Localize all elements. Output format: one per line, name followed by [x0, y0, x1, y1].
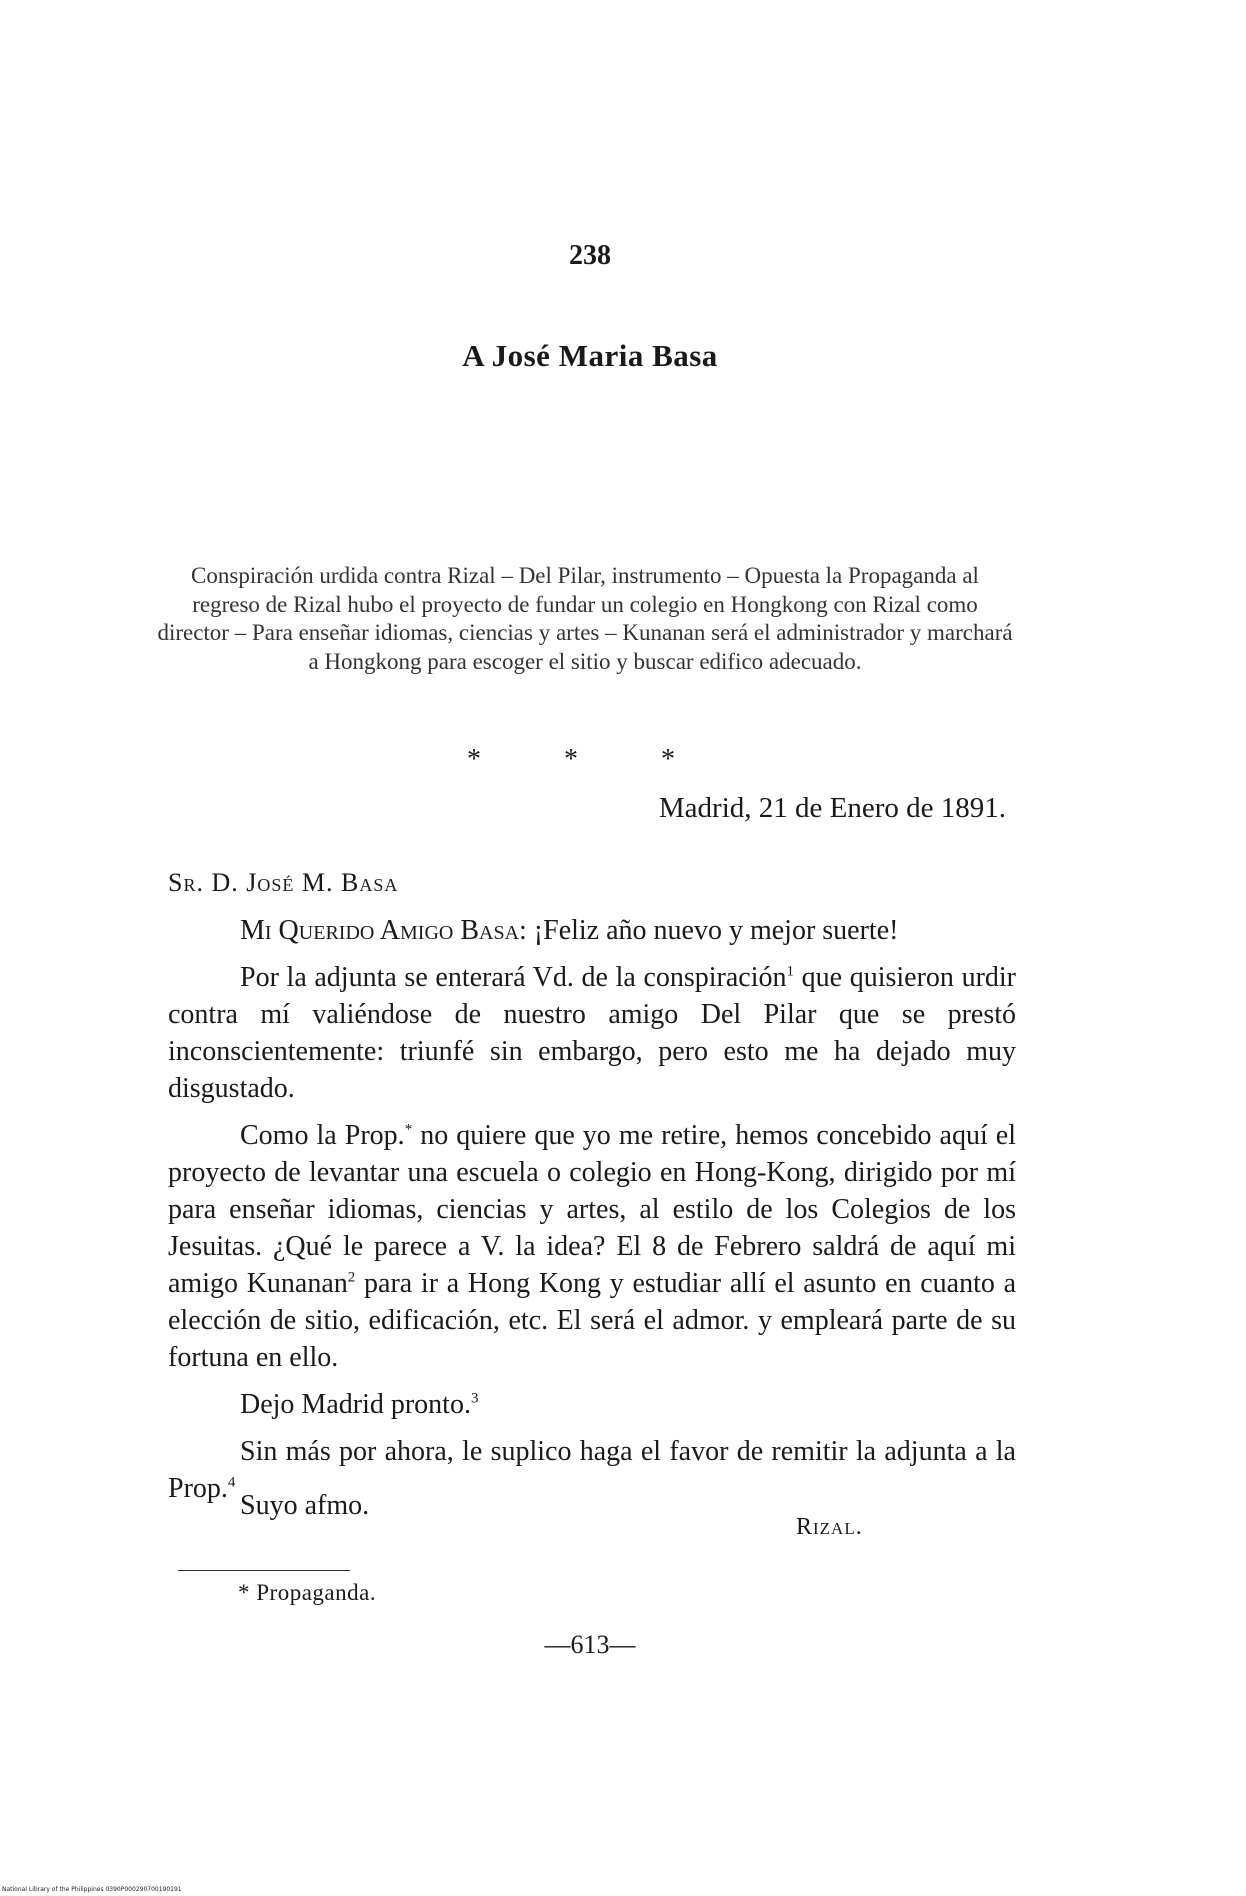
- paragraph: [168, 912, 1016, 949]
- closing: Suyo afmo.: [240, 1490, 370, 1521]
- section-separator: * * *: [467, 744, 713, 775]
- original-page-number: —613—: [544, 1630, 636, 1659]
- footnote: * Propaganda.: [238, 1580, 377, 1605]
- footnote-ref: 3: [470, 1390, 479, 1407]
- paragraph-text: que quisieron urdir contra mí valiéndose de nuestro amigo Del Pilar que se prestó inconscientemente: triunfé sin embargo, pero esto me ha dejado muy disgustado.: [168, 962, 1016, 1104]
- salutation: Sr. D. José M. Basa: [168, 868, 399, 897]
- paragraph: [168, 1386, 1016, 1423]
- footnote-ref: 4: [227, 1474, 236, 1491]
- paragraph: [168, 1117, 1016, 1376]
- signature: Rizal.: [796, 1514, 863, 1540]
- paragraph-text: Por la adjunta se enterará Vd. de la conspiración: [240, 962, 787, 993]
- paragraph-text: Sin más por ahora, le suplico haga el favor de remitir la adjunta a la Prop.: [168, 1436, 1016, 1504]
- greeting: Mi Querido Amigo Basa:: [240, 915, 527, 946]
- footnote-ref: 2: [347, 1269, 356, 1286]
- footnote-ref: *: [404, 1121, 413, 1138]
- dateline: Madrid, 21 de Enero de 1891.: [658, 792, 1006, 824]
- letter-title: A José Maria Basa: [462, 338, 718, 373]
- footnote-divider: [178, 1570, 350, 1571]
- paragraph: [168, 959, 1016, 1107]
- page-number: 238: [569, 240, 611, 271]
- paragraph-text: ¡Feliz año nuevo y mejor suerte!: [526, 915, 899, 946]
- paragraph-text: Como la Prop.: [240, 1120, 405, 1151]
- source-caption: National Library of the Philippines 0390P000290700190191: [2, 1886, 182, 1893]
- footnote-ref: 1: [786, 963, 795, 980]
- paragraph-text: para ir a Hong Kong y estudiar allí el asunto en cuanto a elección de sitio, edificación, etc. El será el admor. y empleará parte de su fortuna en ello.: [168, 1268, 1017, 1373]
- letter-summary: Conspiración urdida contra Rizal – Del Pilar, instrumento – Opuesta la Propaganda al regreso de Rizal hubo el proyecto de fundar un colegio en Hongkong con Rizal como director – Para enseñar idiomas, ciencias y artes – Kunanan será el administrador y marchará a Hongkong para escoger el sitio y buscar edifico adecuado.: [157, 563, 1013, 674]
- letter-body: [168, 912, 1016, 1507]
- paragraph-text: no quiere que yo me retire, hemos concebido aquí el proyecto de levantar una escuela o colegio en Hong-Kong, dirigido por mí para enseñar idiomas, ciencias y artes, al estilo de los Colegios de los Jesuitas. ¿Qué le parece a V. la idea? El 8 de Febrero saldrá de aquí mi amigo Kunanan: [168, 1120, 1016, 1299]
- paragraph-text: Dejo Madrid pronto.: [240, 1389, 471, 1420]
